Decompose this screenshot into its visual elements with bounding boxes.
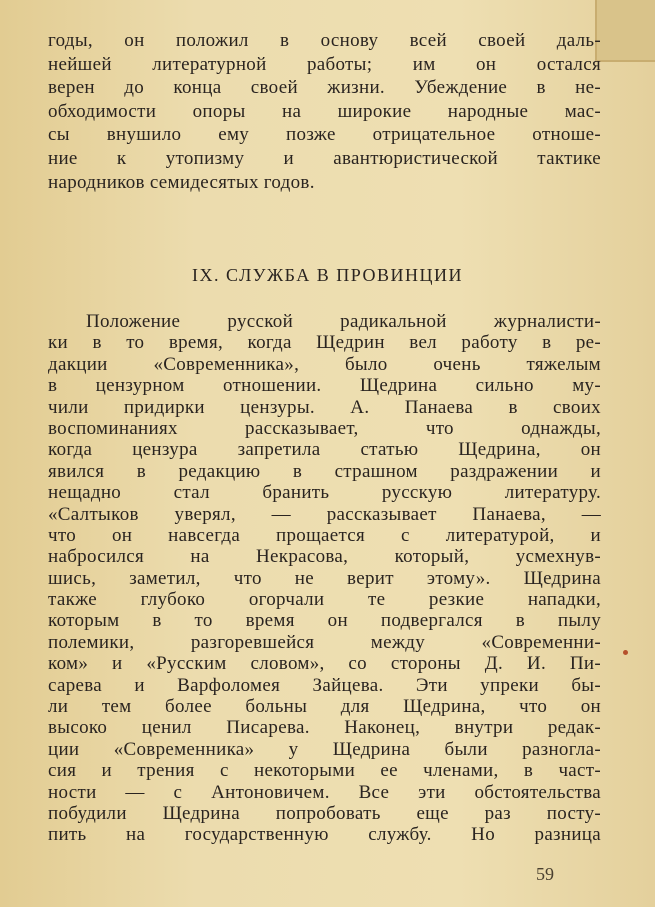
text-line: обходимости опоры на широкие народные мас- [48,100,601,122]
body-paragraph [48,311,601,846]
text-line: дакции «Современника», было очень тяжелым [48,353,601,375]
page-edge [595,0,655,62]
text-line: верен до конца своей жизни. Убеждение в не- [48,77,601,99]
text-line: что он навсегда прощается с литературой, и [48,524,601,546]
text-line: также глубоко огорчали те резкие нападки, [48,589,601,611]
text-line: сарева и Варфоломея Зайцева. Эти упреки бы- [48,674,601,696]
text-line: нейшей литературной работы; им он остался [48,53,601,75]
ink-speck [623,650,628,655]
text-line: народников семидесятых годов. [48,171,315,193]
text-line: ние к утопизму и авантюристической тактике [48,147,601,169]
text-line: шись, заметил, что не верит этому». Щедрина [48,567,601,589]
text-line: сы внушило ему позже отрицательное отноше- [48,124,601,146]
text-line: ли тем более больны для Щедрина, что он [48,696,601,718]
text-line: ности — с Антоновичем. Все эти обстоятельства [48,781,601,803]
text-line: которым в то время он подвергался в пылу [48,610,601,632]
text-line: пить на государственную службу. Но разница [48,824,601,846]
text-line: ции «Современника» у Щедрина были разногла- [48,738,601,760]
text-line: набросился на Некрасова, который, усмехнув- [48,546,601,568]
text-line: воспоминаниях рассказывает, что однажды, [48,417,601,439]
text-line: сия и трения с некоторыми ее членами, в част- [48,760,601,782]
text-line: полемики, разгоревшейся между «Современни- [48,631,601,653]
text-line: нещадно стал бранить русскую литературу. [48,482,601,504]
chapter-heading: IX. СЛУЖБА В ПРОВИНЦИИ [192,265,463,285]
text-line: ки в то время, когда Щедрин вел работу в ре- [48,332,601,354]
page-number: 59 [536,864,554,884]
text-line: годы, он положил в основу всей своей даль- [48,30,601,51]
text-line: высоко ценил Писарева. Наконец, внутри редак- [48,717,601,739]
text-line: когда цензура запретила статью Щедрина, он [48,439,601,461]
text-line: чили придирки цензуры. А. Панаева в своих [48,396,601,418]
text-line: в цензурном отношении. Щедрина сильно му- [48,375,601,397]
text-line: Положение русской радикальной журналисти- [86,311,601,332]
text-line: ком» и «Русским словом», со стороны Д. И. Пи- [48,653,601,675]
top-paragraph [48,29,601,194]
text-line: «Салтыков уверял, — рассказывает Панаева, — [48,503,601,525]
text-line: явился в редакцию в страшном раздражении и [48,460,601,482]
text-line: побудили Щедрина попробовать еще раз посту- [48,802,601,824]
